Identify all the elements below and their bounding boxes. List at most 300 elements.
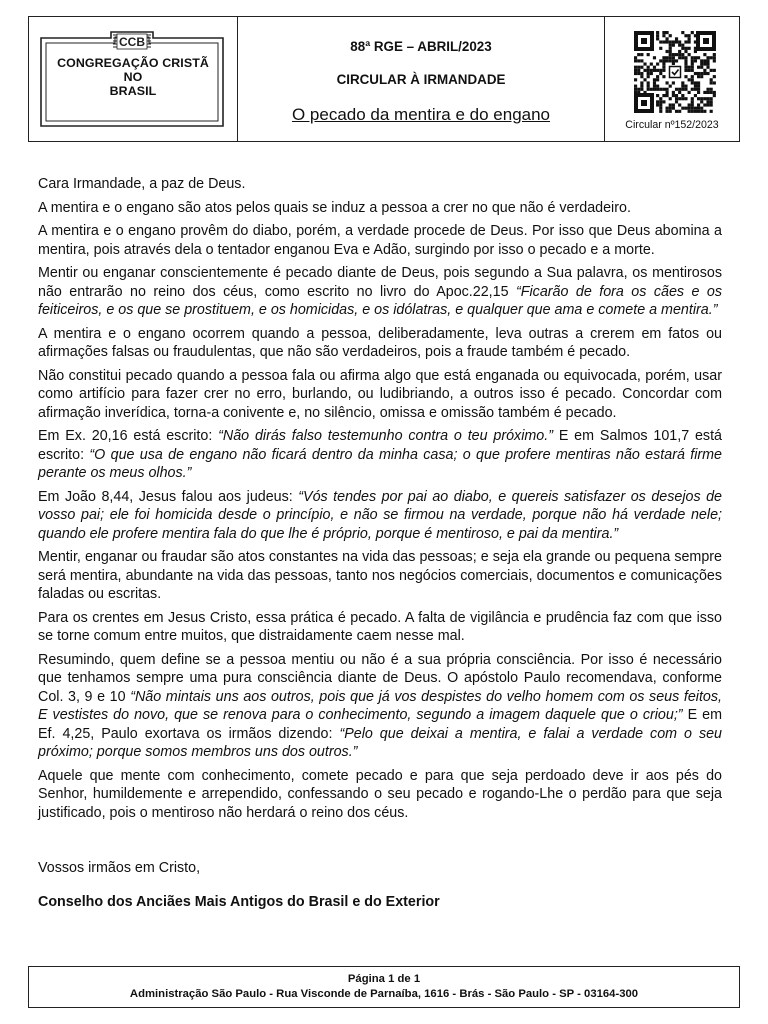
qr-module xyxy=(637,72,640,75)
qr-module xyxy=(694,40,697,43)
qr-module xyxy=(688,110,691,113)
qr-module xyxy=(666,40,669,43)
qr-module xyxy=(684,59,687,62)
qr-module xyxy=(634,91,637,94)
qr-module xyxy=(697,103,700,106)
closing-salutation: Vossos irmãos em Cristo, xyxy=(38,860,201,876)
qr-module xyxy=(697,72,700,75)
qr-module xyxy=(713,94,716,97)
qr-module xyxy=(691,59,694,62)
paragraph-7-text: Em João 8,44, Jesus falou aos judeus: xyxy=(38,488,299,505)
circular-number: Circular nº152/2023 xyxy=(625,119,719,131)
quote-apoc-22-15: “Ficarão de fora os cães e os feiticeiros, e os que se prostituem, e os homicidas, e os idólatras, e qualquer que ama e comete a mentira.” xyxy=(38,283,722,318)
qr-module xyxy=(713,53,716,56)
qr-module xyxy=(691,75,694,78)
qr-module xyxy=(659,72,662,75)
qr-module xyxy=(681,81,684,84)
qr-module xyxy=(688,78,691,81)
qr-module xyxy=(659,47,662,50)
page-number: Página 1 de 1 xyxy=(347,973,421,985)
quote-ex-20-16: “Não dirás falso testemunho contra o teu próximo.” xyxy=(218,428,553,444)
qr-module xyxy=(634,85,637,88)
qr-module xyxy=(691,81,694,84)
qr-module xyxy=(691,103,694,106)
qr-module xyxy=(706,88,709,91)
qr-module xyxy=(710,110,713,113)
qr-module xyxy=(684,50,687,53)
qr-module xyxy=(703,59,706,62)
qr-module xyxy=(697,110,700,113)
paragraph-10-text-b: E em Ef. 4,25, Paulo exortava os irmãos dizendo: xyxy=(38,707,723,742)
qr-module xyxy=(710,56,713,59)
qr-module xyxy=(662,94,665,97)
qr-module xyxy=(669,40,672,43)
qr-module xyxy=(688,66,691,69)
qr-module xyxy=(713,75,716,78)
qr-module xyxy=(697,107,700,110)
qr-module xyxy=(678,97,681,100)
qr-module xyxy=(681,94,684,97)
qr-module xyxy=(666,37,669,40)
qr-module xyxy=(684,56,687,59)
qr-module xyxy=(659,100,662,103)
qr-module xyxy=(666,107,669,110)
qr-module xyxy=(666,31,669,34)
qr-module xyxy=(634,56,637,59)
qr-module xyxy=(634,59,637,62)
qr-module xyxy=(640,53,643,56)
qr-module xyxy=(650,88,653,91)
qr-module xyxy=(713,56,716,59)
qr-module xyxy=(710,91,713,94)
qr-module xyxy=(662,69,665,72)
qr-module xyxy=(656,78,659,81)
qr-module xyxy=(650,63,653,66)
qr-module xyxy=(684,88,687,91)
qr-module xyxy=(653,66,656,69)
qr-module xyxy=(659,107,662,110)
qr-module xyxy=(710,97,713,100)
qr-module xyxy=(637,91,640,94)
qr-module xyxy=(672,59,675,62)
qr-module xyxy=(694,34,697,37)
qr-module xyxy=(662,34,665,37)
qr-module xyxy=(659,40,662,43)
qr-module xyxy=(710,78,713,81)
qr-module xyxy=(647,81,650,84)
qr-module xyxy=(688,91,691,94)
qr-module xyxy=(675,100,678,103)
qr-module xyxy=(656,100,659,103)
qr-module xyxy=(634,66,637,69)
qr-module xyxy=(681,107,684,110)
qr-module xyxy=(697,81,700,84)
qr-module xyxy=(703,97,706,100)
qr-module xyxy=(643,69,646,72)
logo-line-1: CONGREGAÇÃO CRISTÃ xyxy=(57,56,209,70)
qr-module xyxy=(640,81,643,84)
title-cell xyxy=(238,17,605,141)
qr-module xyxy=(694,85,697,88)
qr-module xyxy=(691,97,694,100)
qr-module xyxy=(675,53,678,56)
qr-module xyxy=(688,40,691,43)
qr-module xyxy=(703,110,706,113)
qr-module xyxy=(710,88,713,91)
qr-module xyxy=(697,75,700,78)
qr-module xyxy=(706,72,709,75)
paragraph-4: A mentira e o engano ocorrem quando a pessoa, deliberadamente, leva outras a crerem em fatos ou afirmações falsas ou fraudulentas, que não são verdadeiros, pois a fraude também é pecado. xyxy=(38,325,722,360)
paragraph-3-text: Mentir ou enganar conscientemente é pecado diante de Deus, pois segundo a Sua palavra, os mentirosos não entrarão no reino dos céus, como escrito no livro do Apoc.22,15 xyxy=(38,265,722,300)
paragraph-10-text-a: Resumindo, quem define se a pessoa mentiu ou não é a sua própria consciência. Por isso é necessário que tenhamos sempre uma pura consciência diante de Deus. O apóstolo Paulo recomendava, conforme Col. 3, 9 e 10 xyxy=(38,651,722,705)
qr-module xyxy=(675,97,678,100)
qr-module xyxy=(684,107,687,110)
qr-module xyxy=(640,72,643,75)
qr-module xyxy=(675,40,678,43)
qr-module xyxy=(706,59,709,62)
qr-module xyxy=(662,56,665,59)
qr-module xyxy=(700,107,703,110)
qr-module xyxy=(697,85,700,88)
qr-module xyxy=(656,37,659,40)
quote-salmos-101-7: “O que usa de engano não ficará dentro da minha casa; o que profere mentiras não estará firme perante os meus olhos.” xyxy=(38,446,723,481)
qr-module xyxy=(681,97,684,100)
qr-module xyxy=(700,66,703,69)
qr-module xyxy=(662,100,665,103)
qr-module xyxy=(656,34,659,37)
qr-module xyxy=(666,91,669,94)
logo-text xyxy=(45,56,221,98)
qr-module xyxy=(710,81,713,84)
qr-module xyxy=(634,72,637,75)
qr-module xyxy=(703,53,706,56)
qr-module xyxy=(672,56,675,59)
qr-module xyxy=(634,69,637,72)
qr-module xyxy=(643,78,646,81)
qr-module xyxy=(681,88,684,91)
logo-line-3: BRASIL xyxy=(109,84,157,98)
paragraph-9: Para os crentes em Jesus Cristo, essa prática é pecado. A falta de vigilância e prudência faz com que isso se torne comum entre muitos, que distraidamente caem nesse mal. xyxy=(38,609,722,644)
qr-module xyxy=(694,72,697,75)
qr-module xyxy=(669,56,672,59)
qr-module xyxy=(697,66,700,69)
qr-module xyxy=(691,110,694,113)
qr-module xyxy=(672,94,675,97)
qr-module xyxy=(694,110,697,113)
qr-module xyxy=(694,81,697,84)
qr-module xyxy=(703,69,706,72)
quote-ef-4-25: “Pelo que deixai a mentira, e falai a verdade com o seu próximo; porque somos membros uns dos outros.” xyxy=(38,725,722,760)
qr-module xyxy=(640,85,643,88)
qr-module xyxy=(656,88,659,91)
qr-module xyxy=(669,53,672,56)
qr-module xyxy=(678,56,681,59)
qr-module xyxy=(675,88,678,91)
qr-module xyxy=(684,85,687,88)
paragraph-6-text-a: Em Ex. 20,16 está escrito: xyxy=(38,428,219,444)
qr-module xyxy=(666,50,669,53)
qr-module xyxy=(656,75,659,78)
qr-module xyxy=(662,75,665,78)
qr-module xyxy=(662,31,665,34)
qr-module xyxy=(713,69,716,72)
qr-module xyxy=(647,85,650,88)
paragraph-11: Aquele que mente com conhecimento, comete pecado e para que seja perdoado deve ir aos pés do Senhor, humildemente e arrependido, confessando o seu pecado e rogando-Lhe o perdão para que seja justificado, pois o mentiroso não herdará o reino dos céus. xyxy=(38,767,722,821)
qr-module xyxy=(672,91,675,94)
qr-module xyxy=(653,85,656,88)
qr-module xyxy=(703,63,706,66)
qr-module xyxy=(656,94,659,97)
qr-module xyxy=(684,34,687,37)
qr-module xyxy=(703,72,706,75)
edition-label: 88ª RGE – ABRIL/2023 xyxy=(350,39,492,54)
qr-module xyxy=(706,63,709,66)
qr-module xyxy=(678,91,681,94)
qr-module xyxy=(694,94,697,97)
qr-module xyxy=(700,75,703,78)
qr-module xyxy=(653,69,656,72)
qr-module xyxy=(706,56,709,59)
qr-module xyxy=(681,56,684,59)
qr-module xyxy=(678,50,681,53)
qr-module xyxy=(662,40,665,43)
qr-module xyxy=(681,53,684,56)
logo-cell xyxy=(29,17,238,141)
qr-module xyxy=(662,88,665,91)
qr-module xyxy=(691,107,694,110)
qr-module xyxy=(700,59,703,62)
qr-module xyxy=(637,88,640,91)
qr-module xyxy=(659,88,662,91)
qr-module xyxy=(691,88,694,91)
qr-module xyxy=(678,103,681,106)
qr-module xyxy=(656,63,659,66)
qr-module xyxy=(681,85,684,88)
qr-module xyxy=(706,97,709,100)
qr-module xyxy=(713,59,716,62)
qr-module xyxy=(669,85,672,88)
paragraph-6-text-b: E em Salmos 101,7 está escrito: xyxy=(38,428,723,463)
qr-module xyxy=(681,47,684,50)
qr-module xyxy=(675,110,678,113)
qr-module xyxy=(710,69,713,72)
qr-module xyxy=(697,97,700,100)
qr-cell xyxy=(605,17,739,141)
qr-module xyxy=(681,31,684,34)
qr-module xyxy=(640,75,643,78)
qr-module xyxy=(700,110,703,113)
qr-module xyxy=(634,88,637,91)
page-footer xyxy=(28,966,740,1008)
qr-module xyxy=(653,88,656,91)
qr-module xyxy=(669,50,672,53)
qr-module xyxy=(672,107,675,110)
qr-module xyxy=(688,69,691,72)
qr-module xyxy=(684,66,687,69)
quote-joao-8-44: “Vós tendes por pai ao diabo, e quereis satisfazer os desejos de vosso pai; ele foi homicida desde o princípio, e não se firmou na verdade, porque não há verdade nele; quando ele profere mentira fala do que lhe é próprio, porque é mentiroso, e pai da mentira.” xyxy=(38,488,722,542)
qr-module xyxy=(659,103,662,106)
paragraph-3 xyxy=(38,264,722,320)
qr-module xyxy=(647,88,650,91)
qr-module xyxy=(659,69,662,72)
qr-module xyxy=(700,72,703,75)
qr-module xyxy=(691,100,694,103)
qr-module xyxy=(691,63,694,66)
qr-module xyxy=(653,56,656,59)
qr-module xyxy=(653,78,656,81)
qr-module xyxy=(706,103,709,106)
paragraph-7 xyxy=(38,488,722,544)
qr-module xyxy=(691,69,694,72)
qr-module xyxy=(647,69,650,72)
qr-module xyxy=(700,63,703,66)
qr-module xyxy=(697,88,700,91)
qr-module xyxy=(706,100,709,103)
paragraph-1: A mentira e o engano são atos pelos quais se induz a pessoa a crer no que não é verdadeiro. xyxy=(38,199,631,216)
qr-module xyxy=(669,34,672,37)
qr-module xyxy=(669,44,672,47)
qr-module xyxy=(706,66,709,69)
qr-module xyxy=(672,40,675,43)
qr-module xyxy=(713,91,716,94)
document-header xyxy=(28,16,740,142)
qr-module xyxy=(694,88,697,91)
qr-module xyxy=(713,81,716,84)
qr-module xyxy=(659,97,662,100)
qr-module xyxy=(656,69,659,72)
footer-address: Administração São Paulo - Rua Visconde de Parnaíba, 1616 - Brás - São Paulo - SP - 03164-300 xyxy=(129,988,639,1000)
qr-module xyxy=(643,63,646,66)
qr-module xyxy=(666,94,669,97)
qr-module xyxy=(684,69,687,72)
paragraph-6 xyxy=(38,427,722,483)
qr-module xyxy=(678,40,681,43)
qr-module xyxy=(656,103,659,106)
qr-module xyxy=(688,107,691,110)
qr-module xyxy=(703,91,706,94)
qr-module xyxy=(710,100,713,103)
qr-module xyxy=(662,66,665,69)
qr-module xyxy=(637,59,640,62)
qr-module xyxy=(647,72,650,75)
qr-module xyxy=(650,72,653,75)
qr-module xyxy=(691,66,694,69)
qr-module xyxy=(637,66,640,69)
letter-body xyxy=(38,175,722,827)
qr-module xyxy=(678,88,681,91)
qr-module xyxy=(684,40,687,43)
qr-module xyxy=(647,53,650,56)
qr-module xyxy=(643,91,646,94)
qr-module xyxy=(669,97,672,100)
qr-module xyxy=(691,56,694,59)
qr-module xyxy=(691,78,694,81)
qr-module xyxy=(688,34,691,37)
subject-title: O pecado da mentira e do engano xyxy=(291,105,551,124)
qr-module xyxy=(700,97,703,100)
qr-module xyxy=(697,56,700,59)
qr-module xyxy=(675,59,678,62)
qr-module xyxy=(684,63,687,66)
qr-module xyxy=(684,47,687,50)
qr-module xyxy=(688,103,691,106)
qr-module xyxy=(703,103,706,106)
svg-text:CCB: CCB xyxy=(119,35,145,49)
qr-module xyxy=(662,63,665,66)
qr-module xyxy=(678,53,681,56)
qr-module xyxy=(672,44,675,47)
paragraph-5: Não constitui pecado quando a pessoa fala ou afirma algo que está enganada ou equivocada, porém, usar como artifício para fazer crer no erro, burlando, ou ludibriando, a outros isso é pecado. Concordar com afirmação inverídica, torna-a conivente e, no silêncio, omissa e omissão também é pecado. xyxy=(38,367,722,421)
logo-line-2: NO xyxy=(123,70,143,84)
qr-module xyxy=(694,107,697,110)
qr-module xyxy=(634,78,637,81)
qr-module xyxy=(688,53,691,56)
paragraph-2: A mentira e o engano provêm do diabo, porém, a verdade procede de Deus. Por isso que Deus abomina a mentira, pois através dela o tentador enganou Eva e Adão, surgindo por isso o pecado e a morte. xyxy=(38,223,722,258)
qr-module xyxy=(666,88,669,91)
qr-module xyxy=(672,103,675,106)
qr-module xyxy=(666,81,669,84)
qr-module xyxy=(669,59,672,62)
greeting: Cara Irmandade, a paz de Deus. xyxy=(38,176,246,192)
qr-module xyxy=(659,59,662,62)
qr-module xyxy=(688,37,691,40)
qr-module xyxy=(684,75,687,78)
qr-module xyxy=(640,66,643,69)
qr-module xyxy=(637,69,640,72)
qr-module xyxy=(675,94,678,97)
qr-module xyxy=(706,91,709,94)
qr-module xyxy=(694,50,697,53)
qr-module xyxy=(672,81,675,84)
qr-module xyxy=(656,85,659,88)
qr-module xyxy=(681,44,684,47)
qr-module xyxy=(666,110,669,113)
qr-module xyxy=(640,59,643,62)
qr-module xyxy=(669,103,672,106)
qr-module xyxy=(669,107,672,110)
qr-module xyxy=(666,56,669,59)
qr-module xyxy=(662,59,665,62)
qr-module xyxy=(678,44,681,47)
circular-title: CIRCULAR À IRMANDADE xyxy=(336,72,506,87)
qr-module xyxy=(684,97,687,100)
qr-module xyxy=(675,37,678,40)
qr-code-icon[interactable] xyxy=(634,31,716,113)
qr-module xyxy=(710,103,713,106)
qr-module xyxy=(650,69,653,72)
qr-module xyxy=(691,31,694,34)
qr-module xyxy=(647,75,650,78)
qr-module xyxy=(666,59,669,62)
qr-module xyxy=(647,66,650,69)
qr-module xyxy=(694,59,697,62)
qr-module xyxy=(694,56,697,59)
qr-module xyxy=(697,91,700,94)
paragraph-10 xyxy=(38,651,722,762)
qr-module xyxy=(659,110,662,113)
qr-module xyxy=(700,100,703,103)
signature: Conselho dos Anciães Mais Antigos do Brasil e do Exterior xyxy=(38,894,440,910)
qr-module xyxy=(694,47,697,50)
quote-col-3-9-10: “Não mintais uns aos outros, pois que já vos despistes do velho homem com os seus feitos, E vestistes do novo, que se renova para o conhecimento, segundo a imagem daquele que o criou;” xyxy=(38,688,723,723)
qr-module xyxy=(678,110,681,113)
qr-module xyxy=(669,110,672,113)
qr-module xyxy=(656,31,659,34)
qr-module xyxy=(653,81,656,84)
qr-module xyxy=(669,47,672,50)
paragraph-8: Mentir, enganar ou fraudar são atos constantes na vida das pessoas; e seja ela grande ou pequena sempre será mentira, abundante na vida das pessoas, tanto nos negócios comerciais, documentos e comunicações faladas ou escritas. xyxy=(38,549,722,602)
qr-module xyxy=(640,88,643,91)
